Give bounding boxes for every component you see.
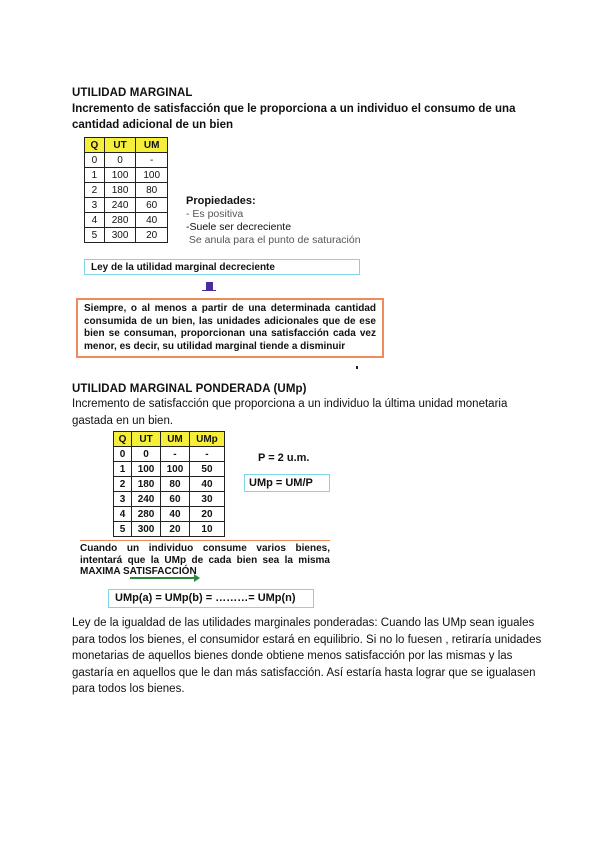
- table2-header: UT: [132, 432, 161, 447]
- table-cell: 300: [104, 228, 136, 243]
- property-item: - Es positiva: [186, 208, 244, 220]
- table-cell: 80: [136, 183, 168, 198]
- table-cell: 4: [85, 213, 105, 228]
- table-cell: 20: [136, 228, 168, 243]
- consumer-line: intentará que la UMp de cada bien sea la misma: [80, 554, 330, 566]
- law2-line: monetarias de aquellos bienes donde obtiene menos satisfacción por las mismas y las: [72, 650, 513, 662]
- section2-line1: Incremento de satisfacción que proporciona a un individuo la última unidad monetaria: [72, 398, 508, 410]
- table-row: [114, 447, 225, 462]
- table-row: [85, 168, 168, 183]
- law2-line: para todos los bienes.: [72, 683, 185, 695]
- property-item: -Suele ser decreciente: [186, 221, 292, 233]
- table2-header: UM: [161, 432, 190, 447]
- law-title-box: [84, 259, 360, 275]
- table-cell: 40: [161, 507, 190, 522]
- table-row: [114, 477, 225, 492]
- section1-subtitle-line2: cantidad adicional de un bien: [72, 119, 234, 131]
- formula-text: UMp = UM/P: [249, 477, 313, 489]
- table-cell: 80: [161, 477, 190, 492]
- table-cell: 60: [161, 492, 190, 507]
- consumer-note: [80, 540, 330, 578]
- law2-line: gastaría en aquellos que le dan más satisfacción. Así estaría hasta lograr que se igualasen: [72, 666, 536, 679]
- weighted-utility-table: [113, 431, 225, 537]
- table-cell: 100: [132, 462, 161, 477]
- table-cell: 1: [114, 462, 132, 477]
- table-cell: 180: [132, 477, 161, 492]
- table-cell: 2: [85, 183, 105, 198]
- table-row: [85, 198, 168, 213]
- properties-title: Propiedades:: [186, 195, 256, 207]
- law2-line: para todos los bienes, el consumidor estará en equilibrio. Si no lo fuesen , retiraría unidades: [72, 633, 542, 646]
- table-cell: 30: [189, 492, 224, 507]
- table-cell: 0: [114, 447, 132, 462]
- equality-text: UMp(a) = UMp(b) = ………= UMp(n): [115, 592, 296, 604]
- table-cell: 0: [85, 153, 105, 168]
- law2-paragraph: [72, 615, 541, 698]
- properties-block: [186, 195, 406, 247]
- table1-header: UT: [104, 138, 136, 153]
- table-cell: 4: [114, 507, 132, 522]
- table-cell: -: [189, 447, 224, 462]
- consumer-line: Cuando un individuo consume varios bienes,: [80, 543, 330, 554]
- table-cell: 2: [114, 477, 132, 492]
- utility-table: [84, 137, 168, 243]
- table-cell: 300: [132, 522, 161, 537]
- dot-mark: [356, 366, 358, 369]
- table-row: [85, 228, 168, 243]
- table2-header: Q: [114, 432, 132, 447]
- law-definition-box: [76, 298, 384, 358]
- table-cell: 280: [132, 507, 161, 522]
- table-cell: 100: [104, 168, 136, 183]
- table-row: [85, 153, 168, 168]
- table-cell: 5: [114, 522, 132, 537]
- section2-line2: gastada en un bien.: [72, 415, 174, 427]
- table-cell: 240: [104, 198, 136, 213]
- equality-box: [108, 589, 314, 608]
- law-definition-text: Siempre, o al menos a partir de una determinada cantidad consumida de un bien, las unidades adicionales que de ese bien se consuman, proporcionan una satisfacción cada vez menor, es decir, su utilidad marginal tiende a disminuir: [84, 303, 376, 352]
- max-satisfaction-label: MAXIMA SATISFACCIÓN: [80, 566, 197, 577]
- table1-header: UM: [136, 138, 168, 153]
- table-cell: 5: [85, 228, 105, 243]
- property-item: Se anula para el punto de saturación: [186, 234, 361, 246]
- table-cell: 40: [189, 477, 224, 492]
- table-cell: 10: [189, 522, 224, 537]
- table-cell: 100: [161, 462, 190, 477]
- table-cell: 50: [189, 462, 224, 477]
- table-cell: 1: [85, 168, 105, 183]
- section1-subtitle-line1: Incremento de satisfacción que le proporciona a un individuo el consumo de una: [72, 103, 516, 115]
- table-cell: 0: [104, 153, 136, 168]
- table-cell: 20: [189, 507, 224, 522]
- arrow-base-icon: [202, 290, 216, 291]
- table2-header: UMp: [189, 432, 224, 447]
- section1-title: UTILIDAD MARGINAL: [72, 87, 193, 99]
- table-cell: -: [136, 153, 168, 168]
- law-title: Ley de la utilidad marginal decreciente: [91, 262, 275, 273]
- table-cell: 100: [136, 168, 168, 183]
- price-label: P = 2 u.m.: [258, 452, 310, 464]
- table-cell: 20: [161, 522, 190, 537]
- arrow-marker-icon: [206, 282, 213, 290]
- table-cell: 180: [104, 183, 136, 198]
- law2-line: Ley de la igualdad de las utilidades marginales ponderadas: Cuando las UMp sean iguales: [72, 617, 535, 629]
- table-row: [114, 492, 225, 507]
- arrow-line-icon: [130, 577, 196, 579]
- table-row: [114, 462, 225, 477]
- section2-title: UTILIDAD MARGINAL PONDERADA (UMp): [72, 383, 307, 395]
- table-cell: 40: [136, 213, 168, 228]
- table-row: [85, 213, 168, 228]
- table-cell: 0: [132, 447, 161, 462]
- table-row: [114, 522, 225, 537]
- formula-box: [244, 474, 330, 492]
- table-cell: 3: [114, 492, 132, 507]
- table-cell: -: [161, 447, 190, 462]
- table-row: [114, 507, 225, 522]
- table-cell: 280: [104, 213, 136, 228]
- table-cell: 240: [132, 492, 161, 507]
- arrow-head-icon: [194, 574, 200, 582]
- table-row: [85, 183, 168, 198]
- table-cell: 60: [136, 198, 168, 213]
- table-cell: 3: [85, 198, 105, 213]
- table1-header: Q: [85, 138, 105, 153]
